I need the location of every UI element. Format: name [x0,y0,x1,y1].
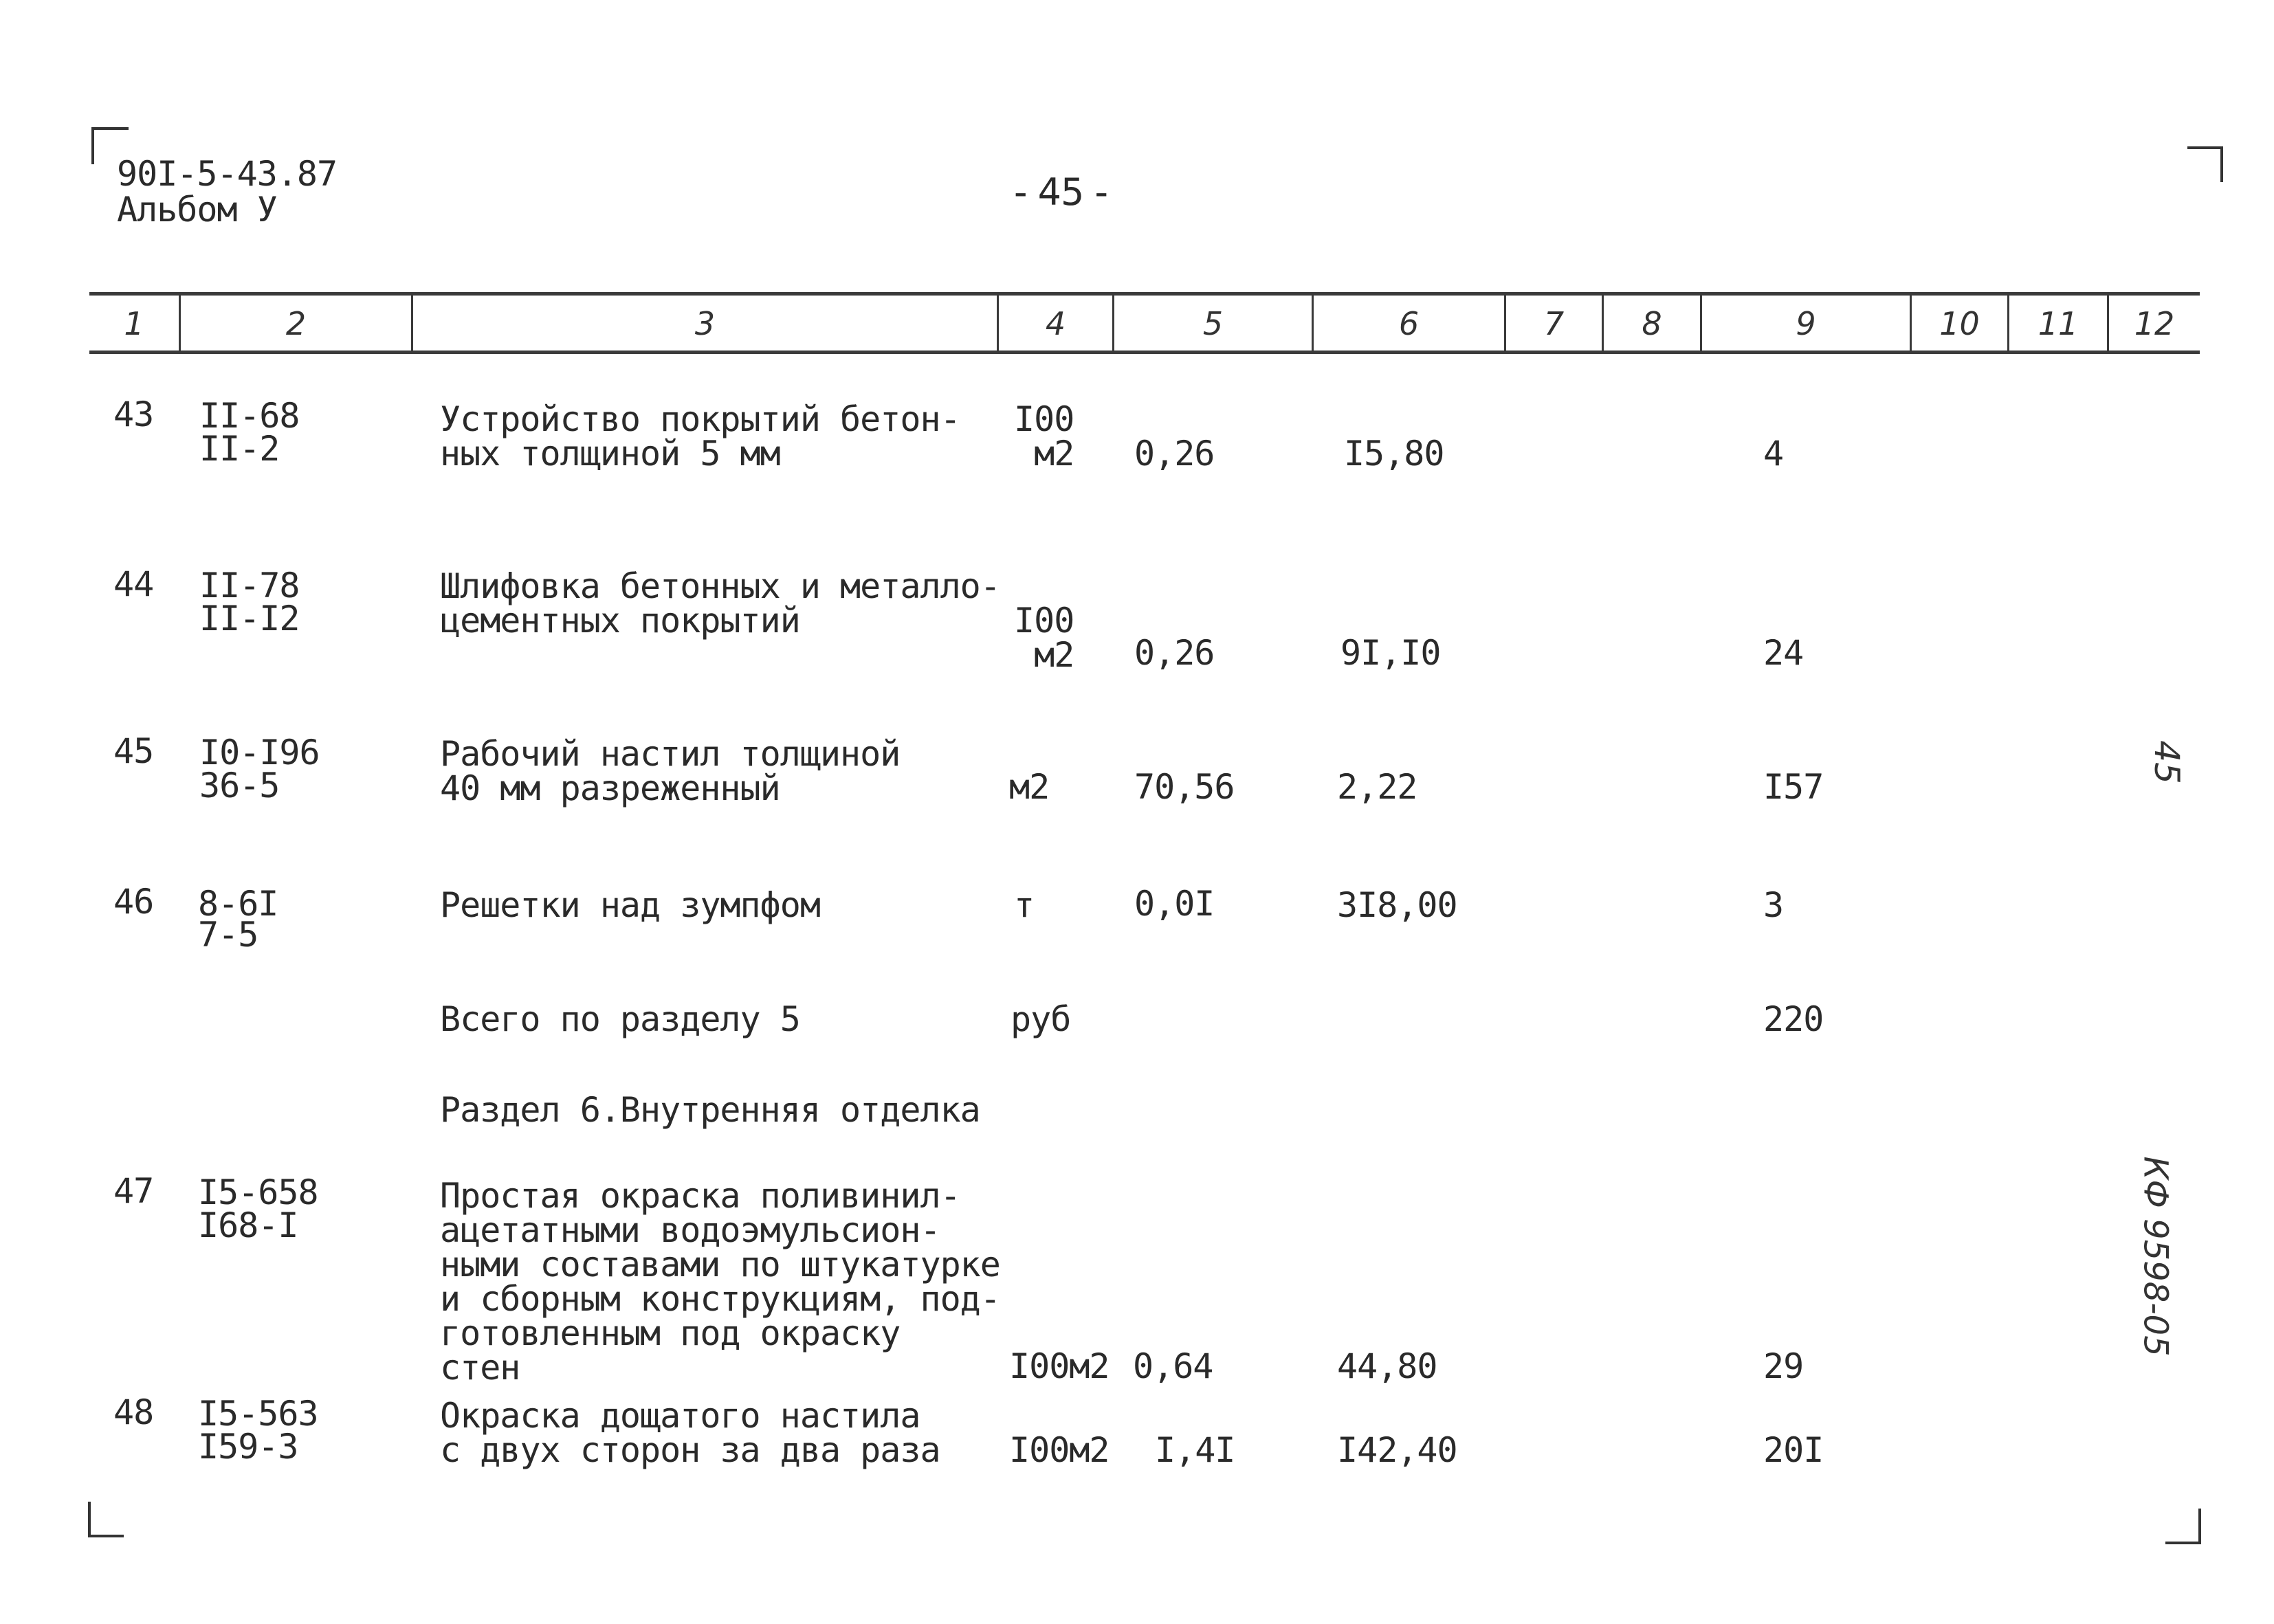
total-cost: 4 [1763,434,1784,474]
column-number-9: 9 [1796,305,1816,342]
total-cost: 24 [1763,633,1804,673]
unit-price: I42,40 [1337,1430,1457,1470]
column-number-3: 3 [694,305,716,342]
row-number: 47 [113,1171,154,1211]
rate-code: I5-658 [198,1172,318,1212]
work-description: Устройство покрытий бетон- ных толщиной 5 мм [440,399,960,474]
work-description: Шлифовка бетонных и металло- цементных покрытий [440,566,1000,641]
column-number-12: 12 [2134,305,2175,342]
section-total-unit: руб [1011,999,1071,1039]
unit: I00м2 [1009,1430,1110,1470]
work-description: Простая окраска поливинил- ацетатными водоэмульсион- ными составами по штукатурке и сборным конструкциям, под- готовленным под окраску стен [440,1176,1000,1388]
total-cost: I57 [1763,767,1824,807]
unit: м2 [1009,767,1050,807]
rate-code: II-I2 [199,599,300,638]
page-number: - 45 - [1014,170,1108,214]
unit: т [1014,885,1035,925]
rate-code: II-68 [199,396,300,436]
column-number-10: 10 [1939,305,1980,342]
rate-code: II-78 [199,566,300,605]
row-number: 48 [113,1392,154,1432]
column-number-5: 5 [1202,305,1224,342]
row-number: 43 [113,394,154,434]
quantity: I,4I [1155,1430,1235,1470]
unit-price: I5,80 [1344,434,1444,474]
work-description: Решетки над зумпфом [440,885,820,925]
rate-code: I68-I [198,1205,298,1245]
total-cost: 20I [1763,1430,1824,1470]
row-number: 45 [113,731,154,771]
column-number-1: 1 [124,305,144,342]
column-number-7: 7 [1543,305,1565,342]
corner-mark-bottom-right [2165,1509,2201,1544]
quantity: 0,64 [1133,1346,1213,1386]
unit: I00м2 [1009,1346,1110,1386]
rate-code: 7-5 [198,915,258,955]
row-number: 46 [113,882,154,922]
quantity: 70,56 [1134,767,1235,807]
document-code: 90I-5-43.87 [117,154,338,194]
work-description: Окраска дощатого настила с двух сторон за два раза [440,1396,940,1470]
column-number-11: 11 [2038,305,2079,342]
section-total-label: Всего по разделу 5 [440,999,800,1039]
row-number: 44 [113,564,154,604]
unit-price: 3I8,00 [1337,885,1457,925]
margin-page-mark: 45 [2146,740,2187,784]
column-number-8: 8 [1642,305,1662,342]
unit-price: 9I,I0 [1340,633,1441,673]
rate-code: I5-563 [198,1394,318,1434]
section-total-cost: 220 [1763,999,1824,1039]
rate-code: I0-I96 [199,733,320,772]
column-number-6: 6 [1398,305,1420,342]
rate-code: I59-3 [198,1427,298,1467]
unit: I00 м2 [1014,601,1074,675]
quantity: 0,26 [1134,633,1215,673]
column-number-2: 2 [285,305,307,342]
quantity: 0,0I [1134,884,1215,924]
rate-code: 8-6I [198,884,278,924]
unit-price: 44,80 [1337,1346,1437,1386]
corner-mark-top-right [2187,146,2223,182]
rate-code: II-2 [199,429,280,469]
work-description: Рабочий настил толщиной 40 мм разреженный [440,734,901,808]
quantity: 0,26 [1134,434,1215,474]
column-number-4: 4 [1045,305,1066,342]
unit-price: 2,22 [1337,767,1417,807]
section-title: Раздел 6.Внутренняя отделка [440,1090,980,1130]
margin-stamp: КФ 9598-05 [2136,1156,2175,1357]
album-label: Альбом У [117,190,277,230]
total-cost: 29 [1763,1346,1804,1386]
total-cost: 3 [1763,885,1784,925]
rate-code: 36-5 [199,766,280,805]
unit: I00 м2 [1014,399,1074,474]
corner-mark-bottom-left [88,1502,124,1537]
